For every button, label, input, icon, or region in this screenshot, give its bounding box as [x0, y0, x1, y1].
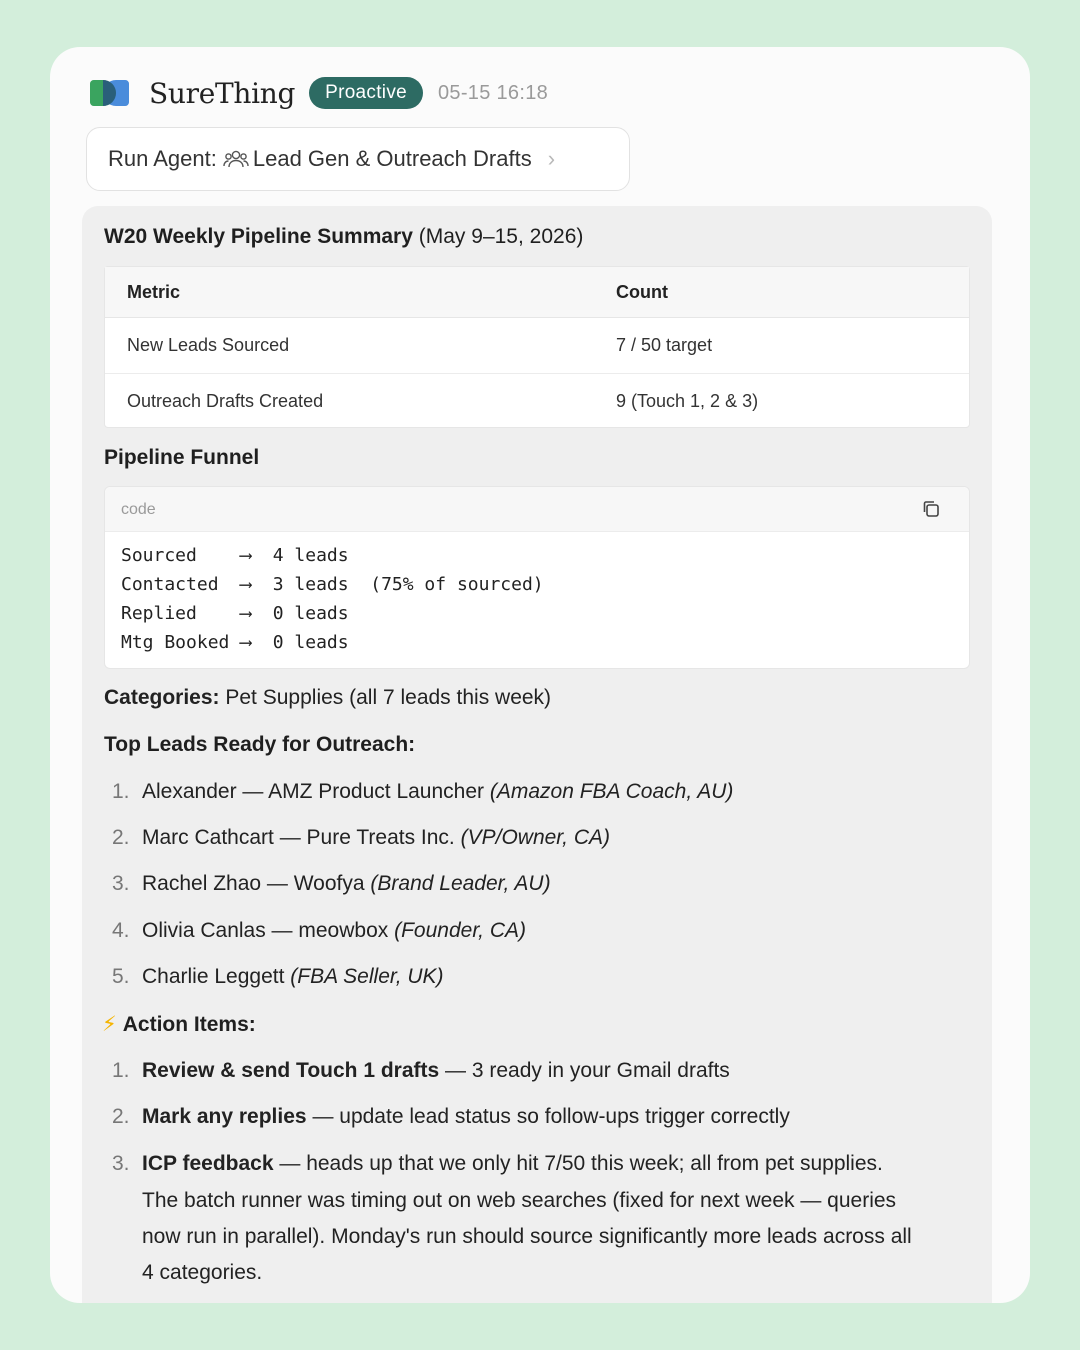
list-number: 3.: [112, 1152, 130, 1175]
list-number: 1.: [112, 780, 130, 803]
agent-name: Lead Gen & Outreach Drafts: [252, 146, 532, 171]
code-block-header: [105, 487, 969, 532]
timestamp: 05-15 16:18: [438, 81, 549, 104]
lead-role: (FBA Seller, UK): [290, 965, 444, 988]
code-line: Mtg Booked ⟶ 0 leads: [121, 632, 349, 653]
list-item: [112, 1105, 790, 1129]
list-number: 2.: [112, 826, 130, 849]
list-item: [112, 1152, 883, 1176]
categories-line: [104, 686, 551, 710]
table-row: [105, 373, 969, 429]
list-item: [112, 826, 610, 850]
lead-role: (Founder, CA): [394, 919, 526, 942]
action-title: Mark any replies: [142, 1105, 307, 1128]
table-cell: Outreach Drafts Created: [127, 391, 324, 411]
action-items-heading: [102, 1012, 256, 1037]
lightning-icon: ⚡: [102, 1013, 117, 1036]
surething-logo-icon: [90, 78, 132, 108]
list-item: [112, 780, 733, 804]
lead-role: (VP/Owner, CA): [460, 826, 610, 849]
list-number: 4.: [112, 919, 130, 942]
code-line: Sourced ⟶ 4 leads: [121, 545, 349, 566]
action-detail-continued: The batch runner was timing out on web searches (fixed for next week — queries: [142, 1189, 897, 1212]
action-title: ICP feedback: [142, 1152, 274, 1175]
funnel-heading: Pipeline Funnel: [104, 446, 260, 469]
lead-name: Olivia Canlas — meowbox: [142, 919, 389, 942]
summary-panel: [82, 206, 992, 1303]
run-agent-prefix: Run Agent:: [108, 146, 217, 171]
list-number: 5.: [112, 965, 130, 988]
lead-role: (Brand Leader, AU): [370, 872, 551, 895]
people-icon: [223, 149, 249, 169]
code-block: [104, 486, 970, 669]
chevron-right-icon: ›: [547, 146, 556, 171]
list-number: 1.: [112, 1059, 130, 1082]
action-detail-continued: 4 categories.: [142, 1261, 263, 1284]
copy-icon[interactable]: [921, 499, 941, 519]
action-items-label: Action Items:: [122, 1013, 256, 1036]
header-metric: Metric: [127, 282, 181, 302]
action-detail-continued: now run in parallel). Monday's run should source significantly more leads across all: [142, 1225, 912, 1248]
summary-title: [104, 225, 583, 249]
list-number: 2.: [112, 1105, 130, 1128]
list-number: 3.: [112, 872, 130, 895]
summary-title-range: (May 9–15, 2026): [418, 225, 584, 248]
table-cell: 7 / 50 target: [616, 335, 713, 355]
lead-name: Charlie Leggett: [142, 965, 285, 988]
brand-name: SureThing: [149, 76, 296, 110]
list-item: [112, 872, 551, 896]
list-item: [112, 919, 526, 943]
action-detail: — 3 ready in your Gmail drafts: [445, 1059, 730, 1082]
code-line: Contacted ⟶ 3 leads (75% of sourced): [121, 574, 544, 595]
summary-title-bold: W20 Weekly Pipeline Summary: [104, 225, 413, 248]
lead-role: (Amazon FBA Coach, AU): [489, 780, 734, 803]
top-leads-heading: Top Leads Ready for Outreach:: [104, 733, 416, 756]
lead-name: Alexander — AMZ Product Launcher: [142, 780, 485, 803]
lead-name: Marc Cathcart — Pure Treats Inc.: [142, 826, 455, 849]
run-agent-chip[interactable]: [86, 127, 630, 191]
table-row: [105, 317, 969, 374]
header-count: Count: [616, 282, 668, 302]
message-header: [90, 75, 548, 111]
categories-label: Categories:: [104, 686, 220, 709]
list-item: [112, 1059, 730, 1083]
lead-name: Rachel Zhao — Woofya: [142, 872, 365, 895]
code-language-label: code: [121, 501, 156, 518]
table-cell: New Leads Sourced: [127, 335, 290, 355]
action-detail: — heads up that we only hit 7/50 this week; all from pet supplies.: [279, 1152, 883, 1175]
proactive-badge: Proactive: [309, 77, 423, 109]
code-line: Replied ⟶ 0 leads: [121, 603, 349, 624]
action-title: Review & send Touch 1 drafts: [142, 1059, 440, 1082]
table-header-row: [105, 267, 969, 318]
action-detail: — update lead status so follow-ups trigger correctly: [312, 1105, 790, 1128]
message-card: [50, 47, 1030, 1303]
list-item: [112, 965, 444, 989]
metrics-table: [104, 266, 970, 428]
categories-value: Pet Supplies (all 7 leads this week): [225, 686, 552, 709]
table-cell: 9 (Touch 1, 2 & 3): [616, 391, 759, 411]
